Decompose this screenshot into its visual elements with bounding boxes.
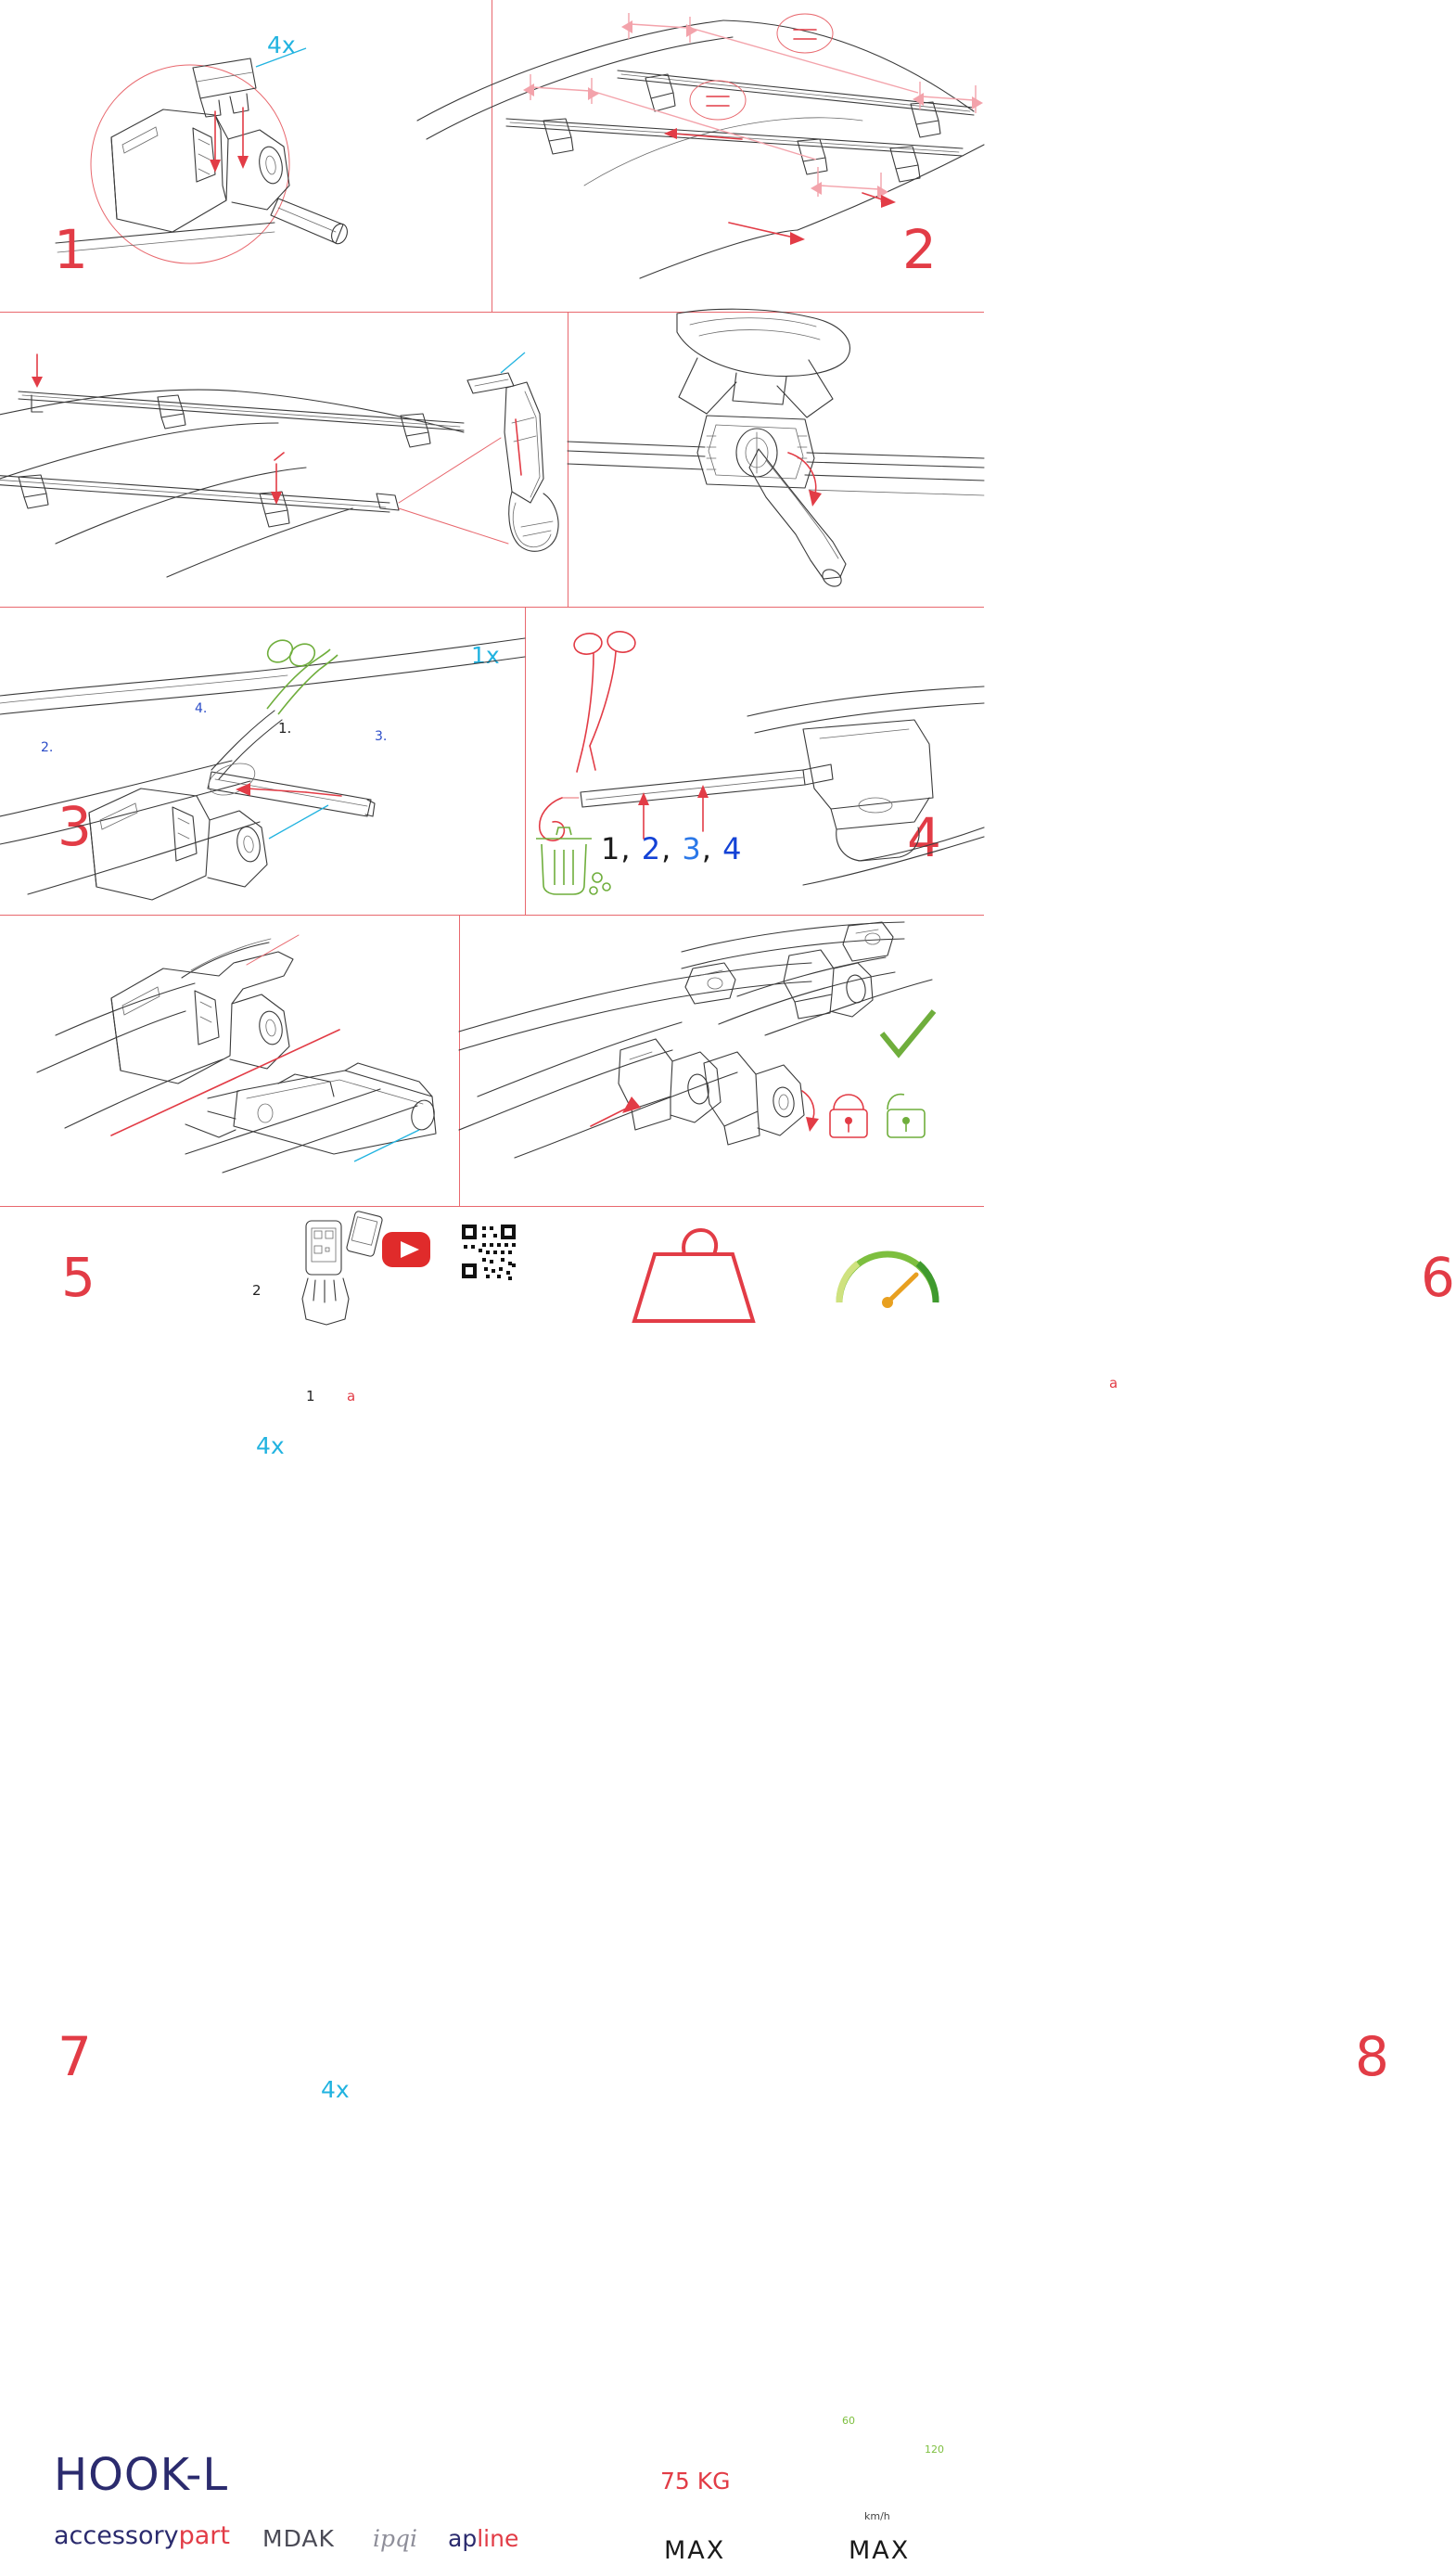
logo-ipqi: ipqi — [373, 2525, 417, 2552]
step-3-order-4: 4. — [195, 701, 208, 716]
logo-apline-left: ap — [448, 2525, 478, 2552]
step-3-order-1: 1. — [278, 720, 292, 737]
step-1-panel — [0, 0, 492, 312]
tagline-left: accessory — [54, 2521, 179, 2550]
max-load-icon — [634, 1230, 753, 1321]
step-5-illustration — [0, 607, 525, 915]
step-5-number: 5 — [61, 1246, 96, 1309]
step-2-panel — [492, 0, 984, 312]
step-1-quantity-label: 4x — [267, 32, 296, 58]
step-4-seq-1: 1 — [601, 831, 621, 866]
step-1-number: 1 — [54, 218, 89, 281]
step-6-illustration — [525, 607, 984, 915]
equal-circle-lower — [690, 81, 746, 120]
logo-apline — [448, 2525, 518, 2552]
step-6-number: 6 — [1421, 1246, 1456, 1309]
step-4-seq-2: 2 — [641, 831, 662, 866]
step-4-number: 4 — [907, 806, 942, 869]
step-7-panel — [0, 915, 459, 2103]
step-8-panel — [459, 915, 1390, 2088]
max-speed-gauge-icon — [839, 1254, 936, 1308]
step-4-panel — [568, 312, 984, 869]
gauge-min-label: 60 — [842, 2415, 855, 2427]
step-5-quantity-label: 4x — [256, 1432, 285, 1459]
equal-circle-upper — [777, 14, 833, 53]
max-speed-caption: MAX — [849, 2536, 911, 2565]
step-3-order-2: 2. — [41, 740, 54, 755]
step-4-sequence: 1, 2, 3, 4 — [601, 831, 743, 866]
step-2-number: 2 — [902, 218, 938, 281]
logo-mdak: MDAK — [262, 2525, 335, 2552]
gauge-max-label: 120 — [925, 2443, 944, 2456]
step-7-illustration — [0, 915, 459, 1206]
step-4-illustration — [568, 312, 984, 607]
step-7-number: 7 — [57, 2025, 93, 2088]
step-8-illustration — [459, 915, 984, 1206]
step-7-quantity-label: 4x — [321, 2076, 350, 2103]
product-tagline — [54, 2521, 230, 2550]
step-3-order-3: 3. — [375, 729, 388, 744]
step-6-panel — [525, 607, 1456, 1392]
step-3-number: 3 — [57, 795, 93, 858]
max-speed-unit: km/h — [864, 2510, 890, 2522]
step-5-label-a: a — [347, 1388, 356, 1404]
step-3-panel — [0, 312, 568, 858]
step-8-number: 8 — [1355, 2025, 1390, 2088]
product-name: HOOK-L — [54, 2449, 229, 2501]
max-load-caption: MAX — [664, 2536, 726, 2565]
step-5-label-1: 1 — [306, 1388, 315, 1404]
logo-apline-right: line — [477, 2525, 519, 2552]
step-4-seq-3: 3 — [682, 831, 702, 866]
step-6-label-a: a — [1109, 1375, 1118, 1392]
step-5-panel — [0, 607, 525, 1459]
youtube-icon — [382, 1232, 430, 1267]
step-5-label-2: 2 — [252, 1282, 262, 1299]
qr-code-icon — [460, 1223, 517, 1280]
tagline-right: part — [178, 2521, 230, 2550]
step-4-seq-4: 4 — [722, 831, 743, 866]
step-3-quantity-label: 1x — [471, 642, 500, 669]
qr-scan-hand-icon — [302, 1211, 383, 1325]
step-3-illustration — [0, 312, 568, 607]
footer-graphics — [0, 1206, 984, 1392]
max-load-value: 75 KG — [660, 2468, 731, 2494]
